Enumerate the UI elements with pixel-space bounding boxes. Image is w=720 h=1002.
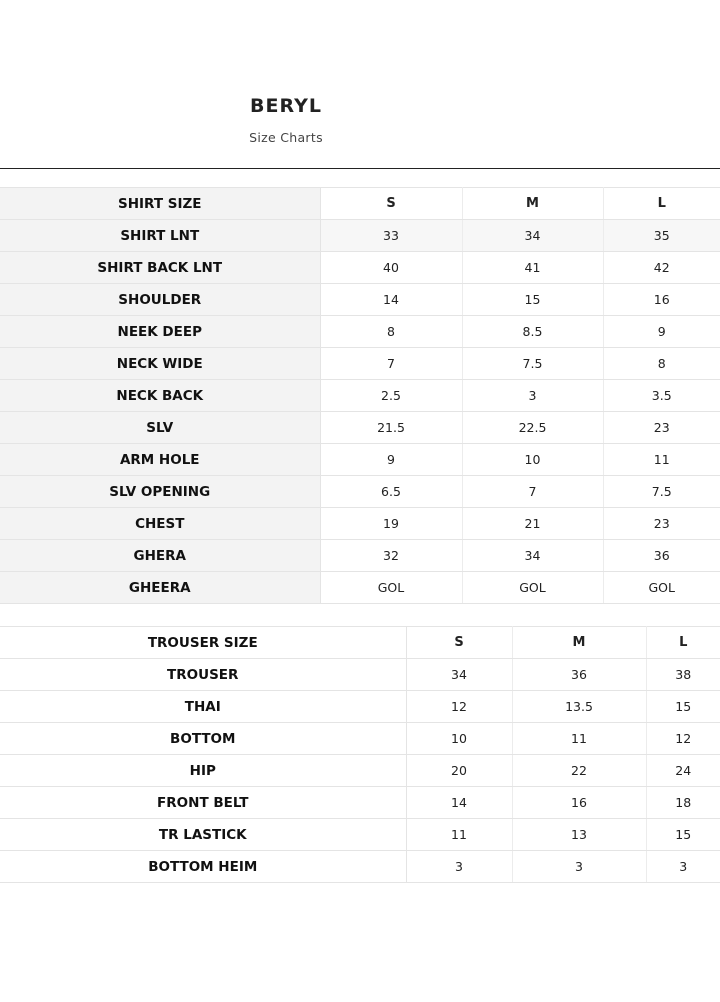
table-cell: 15 [646, 819, 720, 851]
table-row [0, 508, 720, 540]
table-cell: 23 [603, 508, 720, 540]
table-cell: 12 [406, 691, 512, 723]
table-cell: 15 [646, 691, 720, 723]
row-label: THAI [0, 691, 406, 723]
row-label: NECK WIDE [0, 348, 320, 380]
row-label: SLV OPENING [0, 476, 320, 508]
row-label: TR LASTICK [0, 819, 406, 851]
table-cell: 20 [406, 755, 512, 787]
table-cell: 7.5 [462, 348, 603, 380]
row-label: SHIRT BACK LNT [0, 252, 320, 284]
table-cell: GOL [603, 572, 720, 604]
table-cell: 10 [462, 444, 603, 476]
row-label: ARM HOLE [0, 444, 320, 476]
table-cell: 8 [603, 348, 720, 380]
table-cell: 3 [512, 851, 646, 883]
table-row [0, 412, 720, 444]
table-cell: 8 [320, 316, 462, 348]
table-cell: 14 [406, 787, 512, 819]
table-cell: 16 [603, 284, 720, 316]
table-cell: 21.5 [320, 412, 462, 444]
table-cell: 36 [512, 659, 646, 691]
table-row [0, 659, 720, 691]
shirt-size-table [0, 187, 720, 604]
row-label: TROUSER [0, 659, 406, 691]
table-row [0, 723, 720, 755]
table-row [0, 819, 720, 851]
table-row [0, 572, 720, 604]
column-header-size-label: SHIRT SIZE [0, 188, 320, 220]
table-cell: 16 [512, 787, 646, 819]
table-cell: 9 [320, 444, 462, 476]
table-cell: 13 [512, 819, 646, 851]
table-cell: 6.5 [320, 476, 462, 508]
table-cell: 11 [406, 819, 512, 851]
table-cell: 22 [512, 755, 646, 787]
table-cell: 3 [646, 851, 720, 883]
table-row [0, 444, 720, 476]
table-row [0, 348, 720, 380]
table-row [0, 252, 720, 284]
table-cell: 7 [320, 348, 462, 380]
table-row [0, 851, 720, 883]
table-cell: GOL [320, 572, 462, 604]
table-row [0, 787, 720, 819]
table-row [0, 284, 720, 316]
table-cell: 36 [603, 540, 720, 572]
row-label: SHOULDER [0, 284, 320, 316]
table-row [0, 220, 720, 252]
header-divider [0, 168, 720, 169]
table-row [0, 755, 720, 787]
table-cell: 7.5 [603, 476, 720, 508]
row-label: BOTTOM [0, 723, 406, 755]
column-header-size: M [462, 188, 603, 220]
row-label: SLV [0, 412, 320, 444]
table-cell: 34 [406, 659, 512, 691]
page-subtitle: Size Charts [249, 130, 323, 145]
table-cell: 11 [512, 723, 646, 755]
table-cell: 40 [320, 252, 462, 284]
table-row [0, 540, 720, 572]
table-cell: 3.5 [603, 380, 720, 412]
table-cell: 34 [462, 220, 603, 252]
row-label: HIP [0, 755, 406, 787]
row-label: NEEK DEEP [0, 316, 320, 348]
trouser-size-table [0, 626, 720, 883]
table-cell: GOL [462, 572, 603, 604]
table-cell: 24 [646, 755, 720, 787]
row-label: FRONT BELT [0, 787, 406, 819]
table-cell: 7 [462, 476, 603, 508]
row-label: CHEST [0, 508, 320, 540]
column-header-size-label: TROUSER SIZE [0, 627, 406, 659]
table-row [0, 316, 720, 348]
table-cell: 12 [646, 723, 720, 755]
row-label: GHEERA [0, 572, 320, 604]
column-header-size: S [320, 188, 462, 220]
table-cell: 21 [462, 508, 603, 540]
table-cell: 10 [406, 723, 512, 755]
table-cell: 19 [320, 508, 462, 540]
column-header-size: L [603, 188, 720, 220]
row-label: GHERA [0, 540, 320, 572]
table-cell: 3 [406, 851, 512, 883]
table-cell: 32 [320, 540, 462, 572]
page-title: BERYL [250, 95, 322, 117]
table-cell: 23 [603, 412, 720, 444]
table-cell: 3 [462, 380, 603, 412]
table-cell: 33 [320, 220, 462, 252]
table-cell: 9 [603, 316, 720, 348]
table-cell: 18 [646, 787, 720, 819]
table-header-row [0, 188, 720, 220]
row-label: NECK BACK [0, 380, 320, 412]
column-header-size: S [406, 627, 512, 659]
table-row [0, 380, 720, 412]
table-cell: 13.5 [512, 691, 646, 723]
column-header-size: M [512, 627, 646, 659]
table-cell: 35 [603, 220, 720, 252]
table-cell: 41 [462, 252, 603, 284]
table-cell: 15 [462, 284, 603, 316]
table-cell: 14 [320, 284, 462, 316]
table-cell: 42 [603, 252, 720, 284]
table-cell: 22.5 [462, 412, 603, 444]
table-row [0, 476, 720, 508]
table-cell: 38 [646, 659, 720, 691]
table-cell: 2.5 [320, 380, 462, 412]
row-label: BOTTOM HEIM [0, 851, 406, 883]
table-cell: 34 [462, 540, 603, 572]
table-cell: 11 [603, 444, 720, 476]
column-header-size: L [646, 627, 720, 659]
table-header-row [0, 627, 720, 659]
table-row [0, 691, 720, 723]
page-header [0, 0, 572, 160]
table-cell: 8.5 [462, 316, 603, 348]
row-label: SHIRT LNT [0, 220, 320, 252]
